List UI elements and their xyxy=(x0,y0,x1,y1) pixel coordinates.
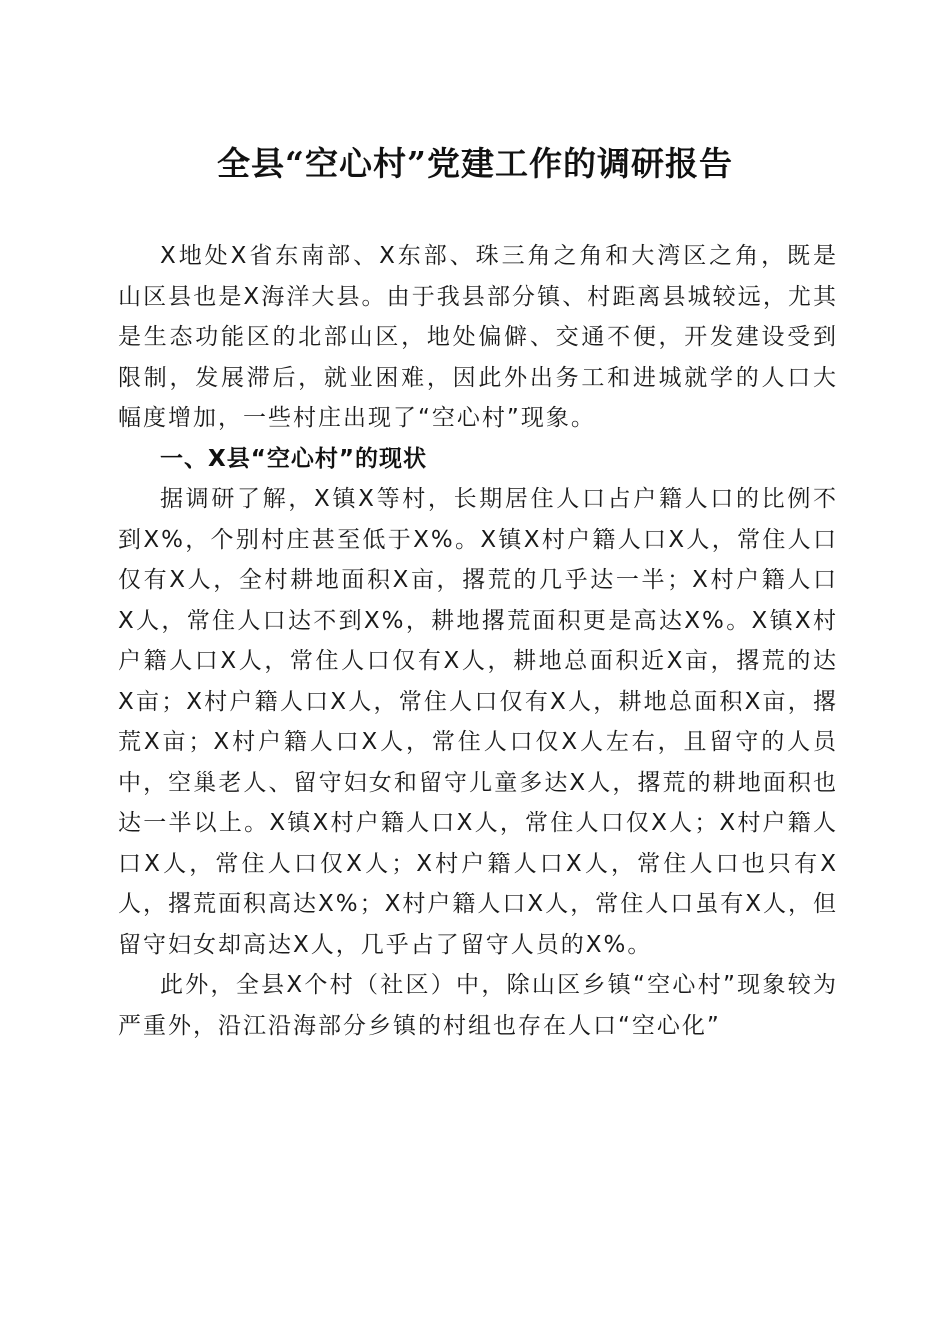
document-title: 全县“空心村”党建工作的调研报告 xyxy=(217,144,733,183)
body-paragraph: 此外，全县X个村（社区）中，除山区乡镇“空心村”现象较为严重外，沿江沿海部分乡镇的村组也存在人口“空心化” xyxy=(118,972,838,1039)
intro-paragraph: X地处X省东南部、X东部、珠三角之角和大湾区之角，既是山区县也是X海洋大县。由于我县部分镇、村距离县城较远，尤其是生态功能区的北部山区，地处偏僻、交通不便，开发建设受到限制，发展滞后，就业困难，因此外出务工和进城就学的人口大幅度增加，一些村庄出现了“空心村”现象。 xyxy=(118,243,838,431)
body-paragraph: 据调研了解，X镇X等村，长期居住人口占户籍人口的比例不到X%，个别村庄甚至低于X%。X镇X村户籍人口X人，常住人口仅有X人，全村耕地面积X亩，撂荒的几乎达一半；X村户籍人口X人，常住人口达不到X%，耕地撂荒面积更是高达X%。X镇X村户籍人口X人，常住人口仅有X人，耕地总面积近X亩，撂荒的达X亩；X村户籍人口X人，常住人口仅有X人，耕地总面积X亩，撂荒X亩；X村户籍人口X人，常住人口仅X人左右，且留守的人员中，空巢老人、留守妇女和留守儿童多达X人，撂荒的耕地面积也达一半以上。X镇X村户籍人口X人，常住人口仅X人；X村户籍人口X人，常住人口仅X人；X村户籍人口X人，常住人口也只有X人，撂荒面积高达X%；X村户籍人口X人，常住人口虽有X人，但留守妇女却高达X人，几乎占了留守人员的X%。 xyxy=(118,486,838,958)
document-body xyxy=(118,236,838,1046)
section-heading: 一、X县“空心村”的现状 xyxy=(160,445,427,472)
